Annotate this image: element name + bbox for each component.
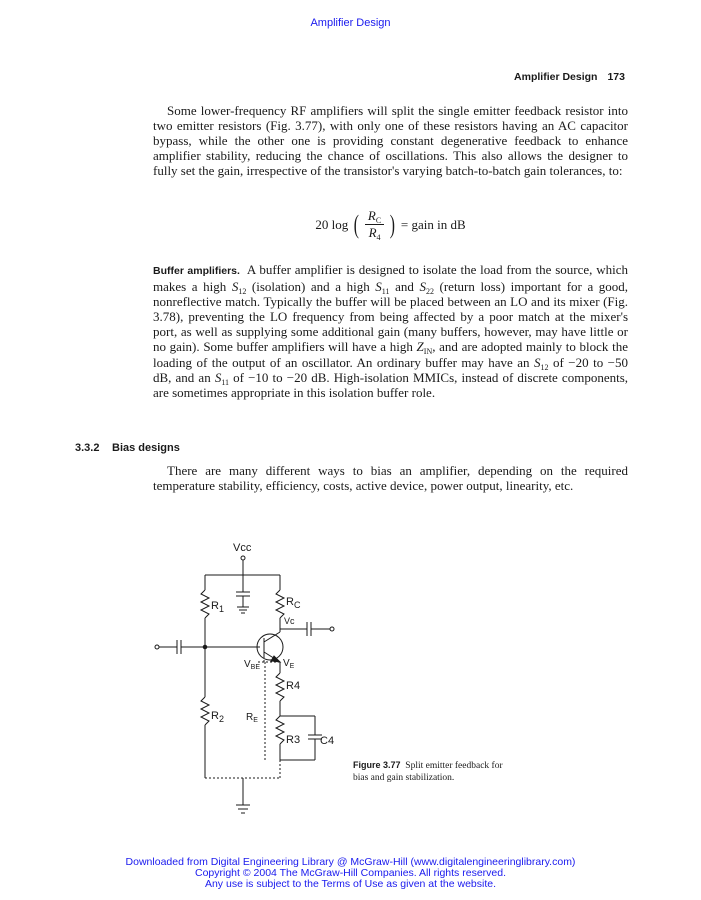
r2-resistor <box>201 697 209 725</box>
equation-numerator: R <box>367 208 376 223</box>
buffer-text-4: (return loss) important for a good, nonreflective match. Typically the buffer will be placed between an LO and its mixer (Fig. 3.78), preventing the LO frequency from being affected by a poor match at the mixer's port, as well as supplying some additional gain (many buffers, however, may have little or no gain). Some buffer amplifiers will have a high <box>153 279 629 355</box>
svg-text:Vcc: Vcc <box>233 542 252 554</box>
vc-label: Vc <box>284 616 295 626</box>
s12-sub: 12 <box>238 287 247 297</box>
equation-suffix: = gain in dB <box>400 216 466 232</box>
r4-resistor <box>276 673 284 701</box>
buffer-text-5: , and are adopted mainly to block the loading of the output of an oscillator. An ordinary buffer may have an <box>153 339 628 370</box>
buffer-text-2: (isolation) and a high <box>251 279 370 295</box>
ground-symbol <box>236 778 250 813</box>
bypass-capacitor <box>236 575 250 613</box>
rc-resistor <box>276 590 284 618</box>
footer-download-link[interactable]: Downloaded from Digital Engineering Library @ McGraw-Hill (www.digitalengineeringlibrary.com) <box>125 856 576 868</box>
zin-sub: IN <box>423 347 433 357</box>
r2-label: $R_2$ <box>211 710 224 724</box>
r4-label: R4 <box>286 680 301 692</box>
paragraph-3-text: There are many different ways to bias an amplifier, depending on the required temperature stability, efficiency, costs, active device, power output, linearity, etc. <box>153 463 628 494</box>
running-head <box>514 71 625 83</box>
r1-resistor <box>201 590 209 618</box>
r1-label: $R_1$ <box>211 600 224 614</box>
paragraph-buffer: Buffer amplifiers. A buffer amplifier is designed to isolate the load from the source, which makes a high $S_{12}$ (isolation) and a high $S_{11}$ and $S_{22}$ (return loss) important for a good, nonreflective match. Typically the buffer will be placed between an LO and its mixer (Fig. 3.78), preventing the LO frequency from being affected by a poor match at the mixer's port, as well as supplying some additional gain (many buffers, however, may have little or no gain). Some buffer amplifiers will have a high $Z_{IN}$, and are adopted mainly to block the loading of the output of an oscillator. An ordinary buffer may have an $S_{12}$ of −20 to −50 dB, and an $S_{11}$ of −10 to −20 dB. High-isolation MMICs, instead of discrete components, are sometimes appropriate in this isolation buffer role. <box>153 262 629 400</box>
buffer-text-7: of −10 to −20 dB. High-isolation MMICs, instead of discrete components, are sometimes appropriate in this isolation buffer role. <box>153 369 629 400</box>
running-title: Amplifier Design <box>514 71 598 83</box>
paragraph-1-text: Some lower-frequency RF amplifiers will split the single emitter feedback resistor into two emitter resistors (Fig. 3.77), with only one of these resistors having an AC capacitor bypass, while the other one is providing constant degenerative feedback to enhance amplifier stability, reducing the chance of oscillations. This also allows the designer to fully set the gain, irrespective of the transistor's varying batch-to-batch gain tolerances, to: <box>153 103 628 179</box>
rc-label: $R_C$ <box>286 596 301 610</box>
s12-sub-2: 12 <box>540 362 549 372</box>
equation-denominator: R <box>368 225 377 240</box>
buffer-runin-heading: Buffer amplifiers. <box>153 265 240 277</box>
input-terminal <box>155 645 159 649</box>
equation-denominator-sub: 4 <box>376 233 381 242</box>
footer-terms-link[interactable]: Any use is subject to the Terms of Use as given at the website. <box>204 878 497 890</box>
ve-label: $V_E$ <box>283 658 295 670</box>
equation-numerator-sub: C <box>375 216 382 225</box>
npn-transistor <box>257 632 283 662</box>
figure-caption-label: Figure 3.77 <box>353 760 401 770</box>
output-terminal <box>330 627 334 631</box>
s11-sub-2: 11 <box>221 377 230 387</box>
section-heading <box>75 442 180 454</box>
vcc-terminal <box>241 556 245 560</box>
buffer-text-1: A buffer amplifier is designed to isolate the load from the source, which makes a high <box>153 262 628 295</box>
section-number: 3.3.2 <box>75 442 100 454</box>
c4-label: C4 <box>320 735 335 747</box>
footer <box>0 857 701 890</box>
figure-caption-text: Split emitter feedback for bias and gain stabilization. <box>353 761 503 783</box>
s22-sub: 22 <box>425 287 434 297</box>
buffer-text-3: and <box>395 279 414 295</box>
vcc-label <box>233 542 252 554</box>
figure-caption <box>353 760 513 784</box>
vbe-label: $V_{BE}$ <box>244 659 261 671</box>
paragraph-3 <box>153 463 628 493</box>
r3-label: R3 <box>286 734 301 746</box>
equation-prefix: 20 log <box>315 216 349 232</box>
gain-equation: 20 log ( $R_C$ $R_4$ ) = gain in dB <box>315 208 466 242</box>
footer-copyright: Copyright © 2004 The McGraw-Hill Companies. All rights reserved. <box>195 867 506 879</box>
s11-sub: 11 <box>381 287 390 297</box>
input-capacitor <box>159 640 205 654</box>
paragraph-1 <box>153 103 628 178</box>
r3-resistor <box>276 716 284 744</box>
re-label: $R_E$ <box>246 712 258 724</box>
buffer-text-6: of −20 to −50 dB, and an <box>153 354 629 385</box>
section-title: Bias designs <box>112 442 180 454</box>
bias-circuit-diagram <box>140 535 350 820</box>
page-number: 173 <box>607 71 625 83</box>
top-link[interactable]: Amplifier Design <box>310 17 391 29</box>
